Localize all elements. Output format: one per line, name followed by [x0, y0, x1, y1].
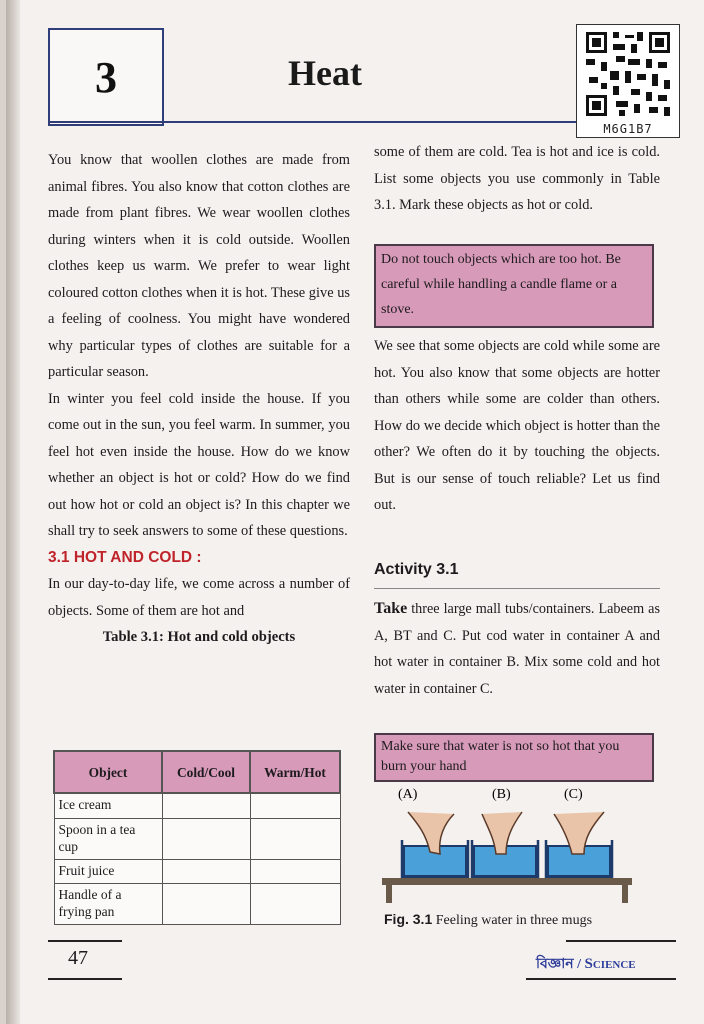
figure-caption	[384, 911, 592, 929]
table-cell-object: Handle of a frying pan	[54, 884, 162, 925]
table-cell-warm[interactable]	[250, 860, 340, 884]
three-containers-illustration	[378, 782, 670, 904]
textbook-page	[6, 0, 704, 1024]
book-title-bengali: বিজ্ঞান	[536, 957, 574, 972]
table-cell-cold[interactable]	[162, 860, 250, 884]
footer-rule-left-top	[48, 940, 122, 942]
intro-paragraph: You know that woollen clothes are made from animal fibres. You also know that cotton clothes are made from plant fibres. We wear woollen clothes during winters when it is cold outside. Woollen clothes keep us warm. We prefer to wear light coloured cotton clothes when it is hot. These give us a feeling of coolness. You might have wondered why particular types of clothes are suitable for a particular season.	[48, 152, 350, 380]
table-row	[54, 793, 340, 819]
table-row	[54, 860, 340, 884]
table-cell-cold[interactable]	[162, 819, 250, 860]
book-title-english: Science	[584, 956, 636, 972]
figure-label-a: (A)	[398, 787, 418, 802]
footer-rule-right-top	[566, 940, 676, 942]
qr-code-label: M6G1B7	[603, 122, 653, 136]
table-header-object: Object	[54, 751, 162, 793]
section-heading: 3.1 HOT AND COLD :	[48, 548, 202, 566]
winter-paragraph: In winter you feel cold inside the house. If you come out in the sun, you feel warm. In summer, you feel hot even inside the house. How do we know whether an object is hot or cold? How do we find out how hot or cold an object is? In this chapter we shall try to seek answers to some of these questions.	[48, 390, 350, 539]
right-column-top	[374, 139, 660, 219]
qr-code[interactable]	[576, 24, 680, 138]
table-stand-icon	[382, 878, 632, 903]
table-row	[54, 884, 340, 925]
activity-lead-word: Take	[374, 600, 408, 617]
table-cell-warm[interactable]	[250, 793, 340, 819]
figure-label-b: (B)	[492, 787, 511, 802]
chapter-title: Heat	[288, 53, 362, 93]
activity-title: Activity 3.1	[374, 561, 459, 578]
safety-warning-box: Do not touch objects which are too hot. Be careful while handling a candle flame or a stove.	[374, 244, 654, 328]
footer-rule-left-bottom	[48, 978, 122, 980]
page-number: 47	[68, 947, 88, 969]
table-cell-object: Ice cream	[54, 793, 162, 819]
table-row	[54, 819, 340, 860]
book-title-separator: /	[573, 957, 585, 972]
figure-label-c: (C)	[564, 787, 583, 802]
qr-code-icon	[583, 29, 673, 119]
table-cell-warm[interactable]	[250, 884, 340, 925]
table-header-warm: Warm/Hot	[250, 751, 340, 793]
table-cell-object: Spoon in a tea cup	[54, 819, 162, 860]
figure-caption-text: Feeling water in three mugs	[435, 913, 593, 928]
hot-cold-table	[53, 750, 341, 925]
footer-rule-right-bottom	[526, 978, 676, 980]
chapter-number: 3	[48, 28, 164, 126]
table-cell-warm[interactable]	[250, 819, 340, 860]
container-a-icon	[402, 812, 468, 878]
touch-paragraph: We see that some objects are cold while some are hot. You also know that some objects are hotter than others while some are colder than others. How do we decide which object is hotter than the other? We often do it by touching the objects. But is our sense of touch reliable? Let us find out.	[374, 338, 660, 513]
list-objects-paragraph: some of them are cold. Tea is hot and ice is cold. List some objects you use commonly in Table 3.1. Mark these objects as hot or cold.	[374, 144, 660, 213]
table-cell-object: Fruit juice	[54, 860, 162, 884]
right-column-middle	[374, 333, 660, 519]
table-caption: Table 3.1: Hot and cold objects	[102, 629, 296, 645]
container-c-icon	[546, 812, 612, 878]
activity-divider	[374, 588, 660, 589]
activity-text	[374, 596, 660, 702]
figure-number: Fig. 3.1	[384, 911, 433, 927]
page-binding-shadow	[6, 0, 20, 1024]
book-title-footer	[536, 952, 636, 976]
everyday-paragraph: In our day-to-day life, we come across a number of objects. Some of them are hot and	[48, 576, 350, 619]
table-cell-cold[interactable]	[162, 884, 250, 925]
container-b-icon	[472, 812, 538, 878]
table-header-cold: Cold/Cool	[162, 751, 250, 793]
hot-water-warning-box: Make sure that water is not so hot that you burn your hand	[374, 733, 654, 782]
left-column	[48, 147, 350, 651]
table-cell-cold[interactable]	[162, 793, 250, 819]
activity-instructions: three large mall tubs/containers. Labeem as A, BT and C. Put cod water in container A and hot water in container B. Mix some cold and hot water in container C.	[374, 601, 660, 697]
